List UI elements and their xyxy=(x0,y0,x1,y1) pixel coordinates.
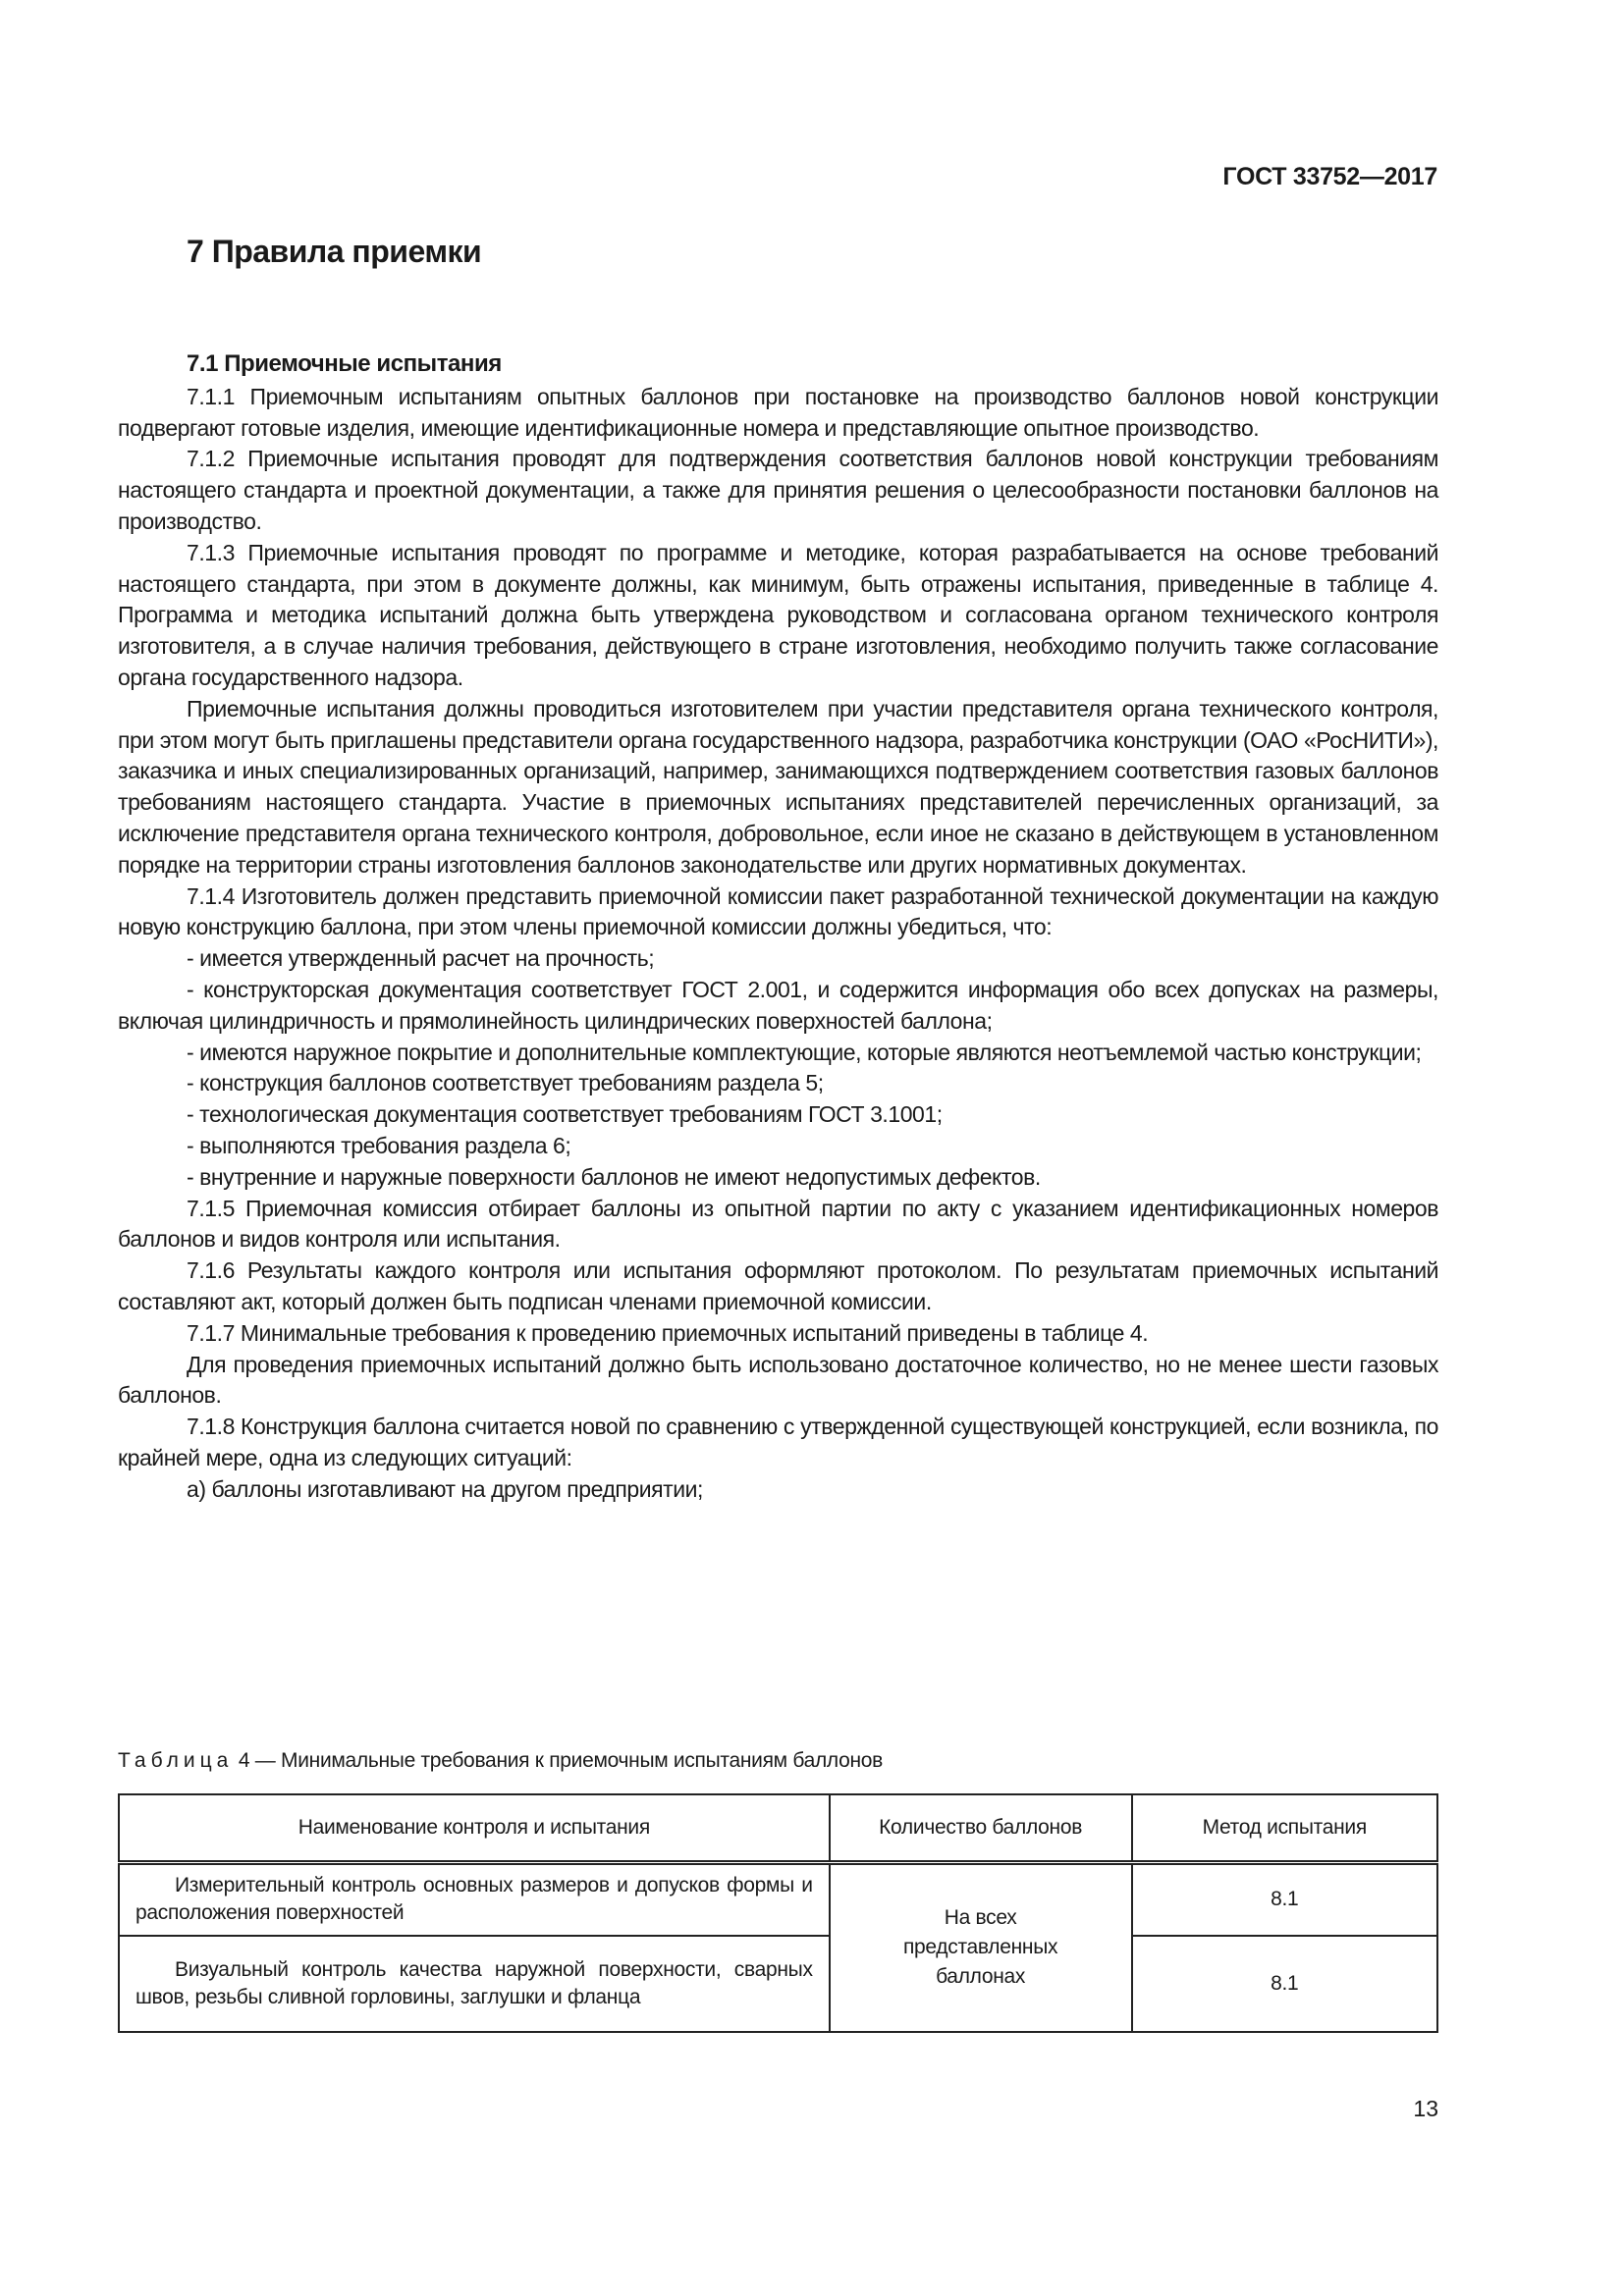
subsection-title: 7.1 Приемочные испытания xyxy=(187,350,502,377)
table-caption-prefix: Таблица xyxy=(118,1749,234,1772)
body-text xyxy=(118,348,1438,1505)
list-item: - конструкторская документация соответствует ГОСТ 2.001, и содержится информация обо всех допусках на размеры, включая цилиндричность и прямолинейность цилиндрических поверхностей баллона; xyxy=(118,976,1438,1034)
list-item: - внутренние и наружные поверхности баллонов не имеют недопустимых дефектов. xyxy=(187,1163,1041,1190)
paragraph: 7.1.1 Приемочным испытаниям опытных баллонов при постановке на производство баллонов новой конструкции подвергают готовые изделия, имеющие идентификационные номера и представляющие опытное производство. xyxy=(118,383,1438,441)
list-item: - технологическая документация соответствует требованиям ГОСТ 3.1001; xyxy=(187,1101,943,1128)
paragraph: 7.1.5 Приемочная комиссия отбирает баллоны из опытной партии по акту с указанием идентификационных номеров баллонов и видов контроля или испытания. xyxy=(118,1195,1438,1253)
column-header: Метод испытания xyxy=(1132,1794,1438,1863)
list-item: а) баллоны изготавливают на другом предприятии; xyxy=(187,1475,703,1502)
paragraph: 7.1.8 Конструкция баллона считается новой по сравнению с утвержденной существующей конструкцией, если возникла, по крайней мере, одна из следующих ситуаций: xyxy=(118,1414,1438,1470)
column-header: Наименование контроля и испытания xyxy=(119,1794,830,1863)
test-name-cell xyxy=(119,1936,830,2032)
table-caption-text: 4 — Минимальные требования к приемочным испытаниям баллонов xyxy=(233,1749,884,1772)
test-name: Визуальный контроль качества наружной поверхности, сварных швов, резьбы сливной горловины, заглушки и фланца xyxy=(135,1957,813,2008)
list-item: - выполняются требования раздела 6; xyxy=(187,1132,571,1158)
table-row xyxy=(119,1863,1437,1936)
page-number: 13 xyxy=(1413,2096,1438,2121)
table-header-row xyxy=(119,1794,1437,1863)
test-name-cell xyxy=(119,1863,830,1936)
quantity-cell: На всех представленных баллонах xyxy=(830,1863,1132,2032)
table-caption xyxy=(118,1749,883,1773)
column-header: Количество баллонов xyxy=(830,1794,1132,1863)
paragraph: 7.1.7 Минимальные требования к проведению приемочных испытаний приведены в таблице 4. xyxy=(187,1319,1149,1346)
document-code: ГОСТ 33752—2017 xyxy=(1222,163,1437,190)
paragraph: Приемочные испытания должны проводиться изготовителем при участии представителя органа технического контроля, при этом могут быть приглашены представители органа государственного надзора, разработчика конструкции (ОАО «РосНИТИ»), заказчика и иных специализированных организаций, например, занимающихся подтверждением соответствия газовых баллонов требованиям настоящего стандарта. Участие в приемочных испытаниях представителей перечисленных организаций, за исключение представителя органа технического контроля, добровольное, если иное не сказано в действующем в установленном порядке на территории страны изготовления баллонов законодательстве или других нормативных документах. xyxy=(118,695,1438,878)
section-title: 7 Правила приемки xyxy=(187,234,482,269)
test-name: Измерительный контроль основных размеров и допусков формы и расположения поверхностей xyxy=(135,1874,813,1925)
list-item: - имеется утвержденный расчет на прочность; xyxy=(187,945,655,972)
list-item: - конструкция баллонов соответствует требованиям раздела 5; xyxy=(187,1070,824,1096)
table-row xyxy=(119,1936,1437,2032)
method-cell: 8.1 xyxy=(1132,1936,1438,2032)
paragraph: 7.1.6 Результаты каждого контроля или испытания оформляют протоколом. По результатам приемочных испытаний составляют акт, который должен быть подписан членами приемочной комиссии. xyxy=(118,1257,1438,1314)
paragraph: 7.1.3 Приемочные испытания проводят по программе и методике, которая разрабатывается на основе требований настоящего стандарта, при этом в документе должны, как минимум, быть отражены испытания, приведенные в таблице 4. Программа и методика испытаний должна быть утверждена руководством и согласована органом технического контроля изготовителя, а в случае наличия требования, действующего в стране изготовления, необходимо получить также согласование органа государственного надзора. xyxy=(118,539,1438,690)
paragraph: 7.1.2 Приемочные испытания проводят для подтверждения соответствия баллонов новой конструкции требованиям настоящего стандарта и проектной документации, а также для принятия решения о целесообразности постановки баллонов на производство. xyxy=(118,446,1438,534)
method-cell: 8.1 xyxy=(1132,1863,1438,1936)
paragraph: 7.1.4 Изготовитель должен представить приемочной комиссии пакет разработанной технической документации на каждую новую конструкцию баллона, при этом члены приемочной комиссии должны убедиться, что: xyxy=(118,882,1438,940)
list-item: - имеются наружное покрытие и дополнительные комплектующие, которые являются неотъемлемой частью конструкции; xyxy=(187,1039,1422,1065)
paragraph: Для проведения приемочных испытаний должно быть использовано достаточное количество, но не менее шести газовых баллонов. xyxy=(118,1351,1438,1409)
requirements-table xyxy=(118,1793,1438,2033)
